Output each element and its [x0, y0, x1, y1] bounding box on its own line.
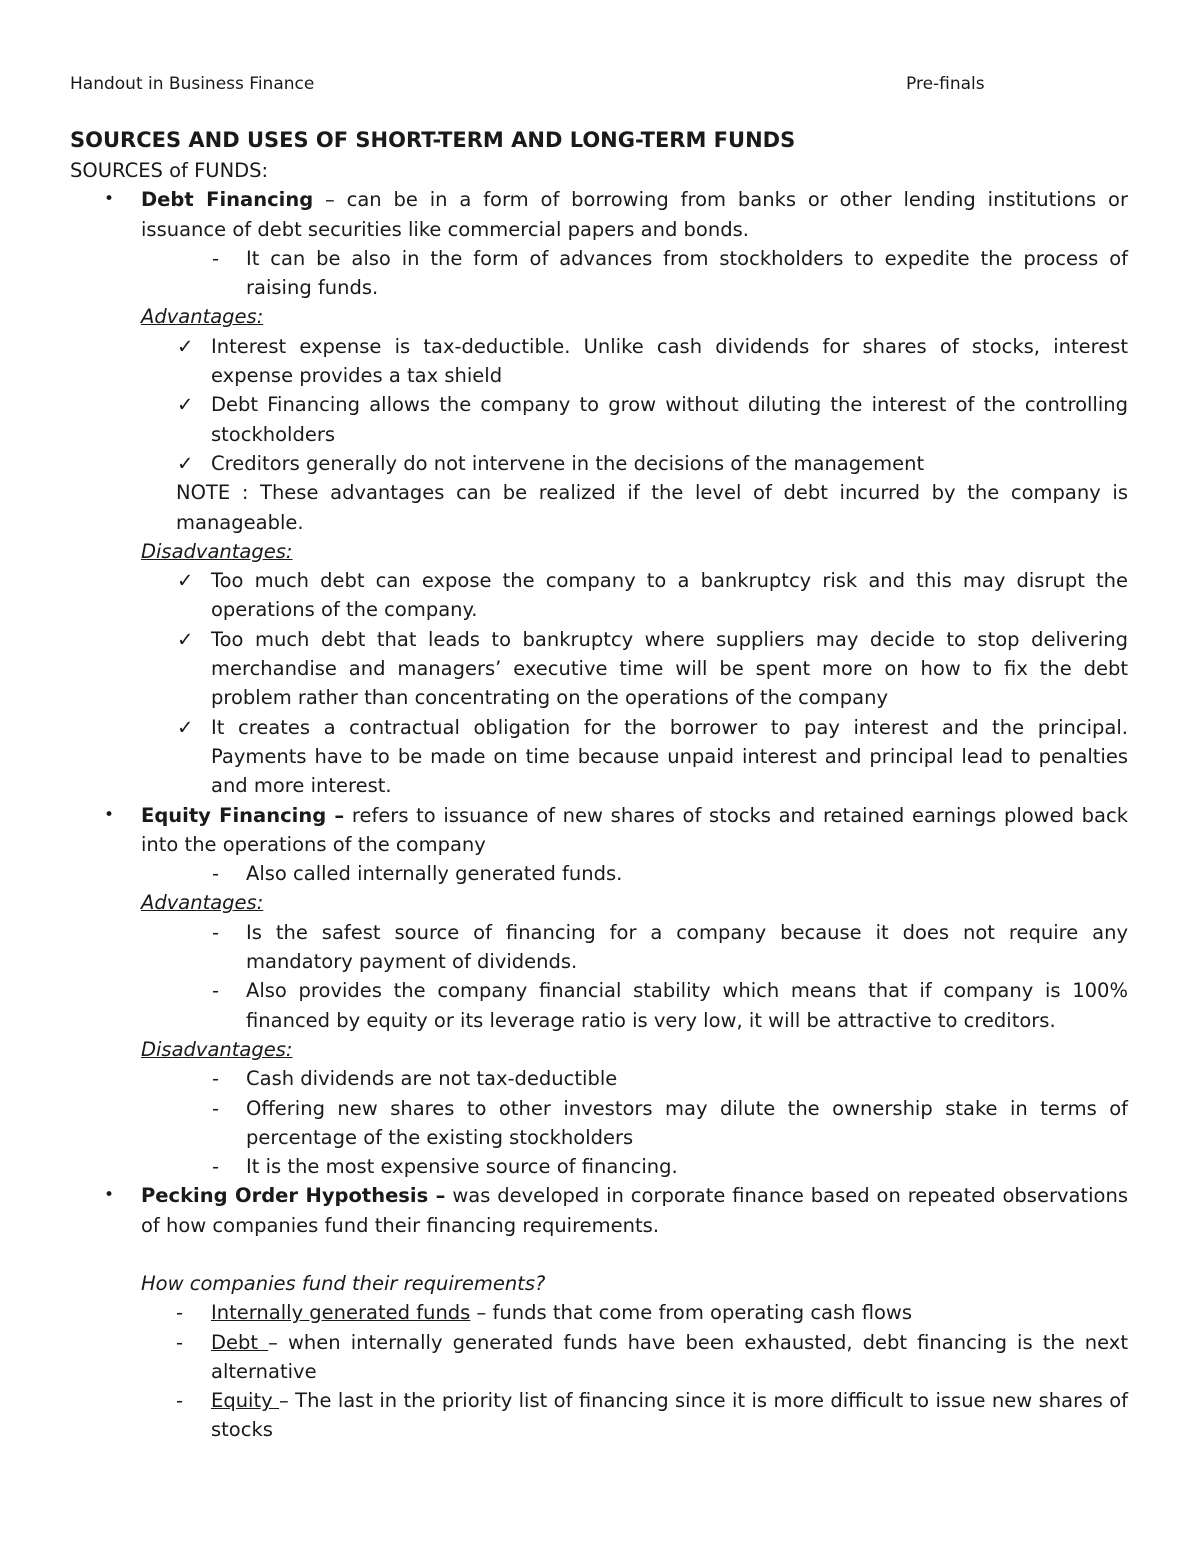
equity-disadvantage-item: - Offering new shares to other investors may dilute the ownership stake in terms of percentage of the existing stockholders [70, 1094, 1128, 1153]
equity-term: Equity Financing – [141, 803, 345, 827]
dash-icon: - [212, 1155, 220, 1179]
pecking-list-item: - Equity – The last in the priority list of financing since it is more difficult to issue new shares of stocks [70, 1386, 1128, 1445]
pecking-term: Pecking Order Hypothesis – [141, 1184, 446, 1208]
debt-definition: – can be in a form of borrowing from banks or other lending institutions or issuance of debt securities like commercial papers and bonds. [141, 188, 1128, 241]
equity-disadvantages-heading: Disadvantages: [141, 1037, 293, 1061]
debt-note-dash: - It can be also in the form of advances from stockholders to expedite the process of raising funds. [70, 244, 1128, 303]
equity-disadvantage-item: - It is the most expensive source of financing. [70, 1152, 1128, 1181]
check-icon: ✓ [177, 715, 194, 739]
dash-icon: - [212, 246, 220, 270]
bullet-icon: • [104, 1185, 115, 1206]
debt-disadvantage-item: ✓ It creates a contractual obligation for the borrower to pay interest and the principal. Payments have to be made on time because unpaid interest and principal lead to penalties and more interest. [70, 713, 1128, 801]
pecking-definition: was developed in corporate finance based on repeated observations of how companies fund their financing requirements. [141, 1184, 1128, 1237]
header-left: Handout in Business Finance [70, 74, 315, 94]
equity-financing-item [70, 801, 1128, 860]
dash-icon: - [176, 1301, 184, 1325]
spacer [70, 1240, 1128, 1269]
pecking-order-item [70, 1181, 1128, 1240]
equity-advantage-item: - Also provides the company financial stability which means that if company is 100% financed by equity or its leverage ratio is very low, it will be attractive to creditors. [70, 976, 1128, 1035]
page-title: SOURCES AND USES OF SHORT-TERM AND LONG-TERM FUNDS [70, 128, 796, 152]
check-icon: ✓ [177, 451, 194, 475]
equity-advantage-item: - Is the safest source of financing for a company because it does not require any mandatory payment of dividends. [70, 918, 1128, 977]
check-icon: ✓ [177, 627, 194, 651]
check-icon: ✓ [177, 393, 194, 417]
header-right: Pre-finals [906, 74, 985, 94]
check-icon: ✓ [177, 334, 194, 358]
bullet-icon: • [104, 189, 115, 210]
debt-disadvantages-heading: Disadvantages: [141, 539, 293, 563]
dash-icon: - [212, 920, 220, 944]
debt-disadvantage-item: ✓ Too much debt can expose the company to a bankruptcy risk and this may disrupt the operations of the company. [70, 566, 1128, 625]
debt-advantages-heading: Advantages: [141, 305, 264, 329]
debt-disadvantage-item: ✓ Too much debt that leads to bankruptcy where suppliers may decide to stop delivering merchandise and managers’ executive time will be spent more on how to fix the debt problem rather than concentrating on the operations of the company [70, 625, 1128, 713]
dash-icon: - [212, 1096, 220, 1120]
dash-icon: - [212, 1067, 220, 1091]
pecking-list-item: - Debt – when internally generated funds have been exhausted, debt financing is the next alternative [70, 1328, 1128, 1387]
pecking-question: How companies fund their requirements? [141, 1271, 546, 1295]
dash-icon: - [176, 1389, 184, 1413]
equity-advantages-heading: Advantages: [141, 891, 264, 915]
equity-note-dash: - Also called internally generated funds. [70, 859, 1128, 888]
bullet-icon: • [104, 804, 115, 825]
equity-disadvantage-item: - Cash dividends are not tax-deductible [70, 1064, 1128, 1093]
dash-icon: - [212, 862, 220, 886]
debt-financing-item [70, 185, 1128, 244]
dash-icon: - [212, 979, 220, 1003]
debt-advantage-item: ✓ Creditors generally do not intervene in the decisions of the management [70, 449, 1128, 478]
dash-icon: - [176, 1330, 184, 1354]
debt-term: Debt Financing [141, 188, 314, 212]
debt-advantage-item: ✓ Debt Financing allows the company to grow without diluting the interest of the controlling stockholders [70, 390, 1128, 449]
debt-note: NOTE : These advantages can be realized if the level of debt incurred by the company is manageable. [176, 481, 1128, 534]
pecking-list-item: - Internally generated funds – funds that come from operating cash flows [70, 1298, 1128, 1327]
debt-advantage-item: ✓ Interest expense is tax-deductible. Unlike cash dividends for shares of stocks, interest expense provides a tax shield [70, 332, 1128, 391]
document-body [70, 124, 1128, 1445]
check-icon: ✓ [177, 569, 194, 593]
equity-definition: refers to issuance of new shares of stocks and retained earnings plowed back into the operations of the company [141, 803, 1129, 856]
sources-label: SOURCES of FUNDS: [70, 159, 269, 182]
